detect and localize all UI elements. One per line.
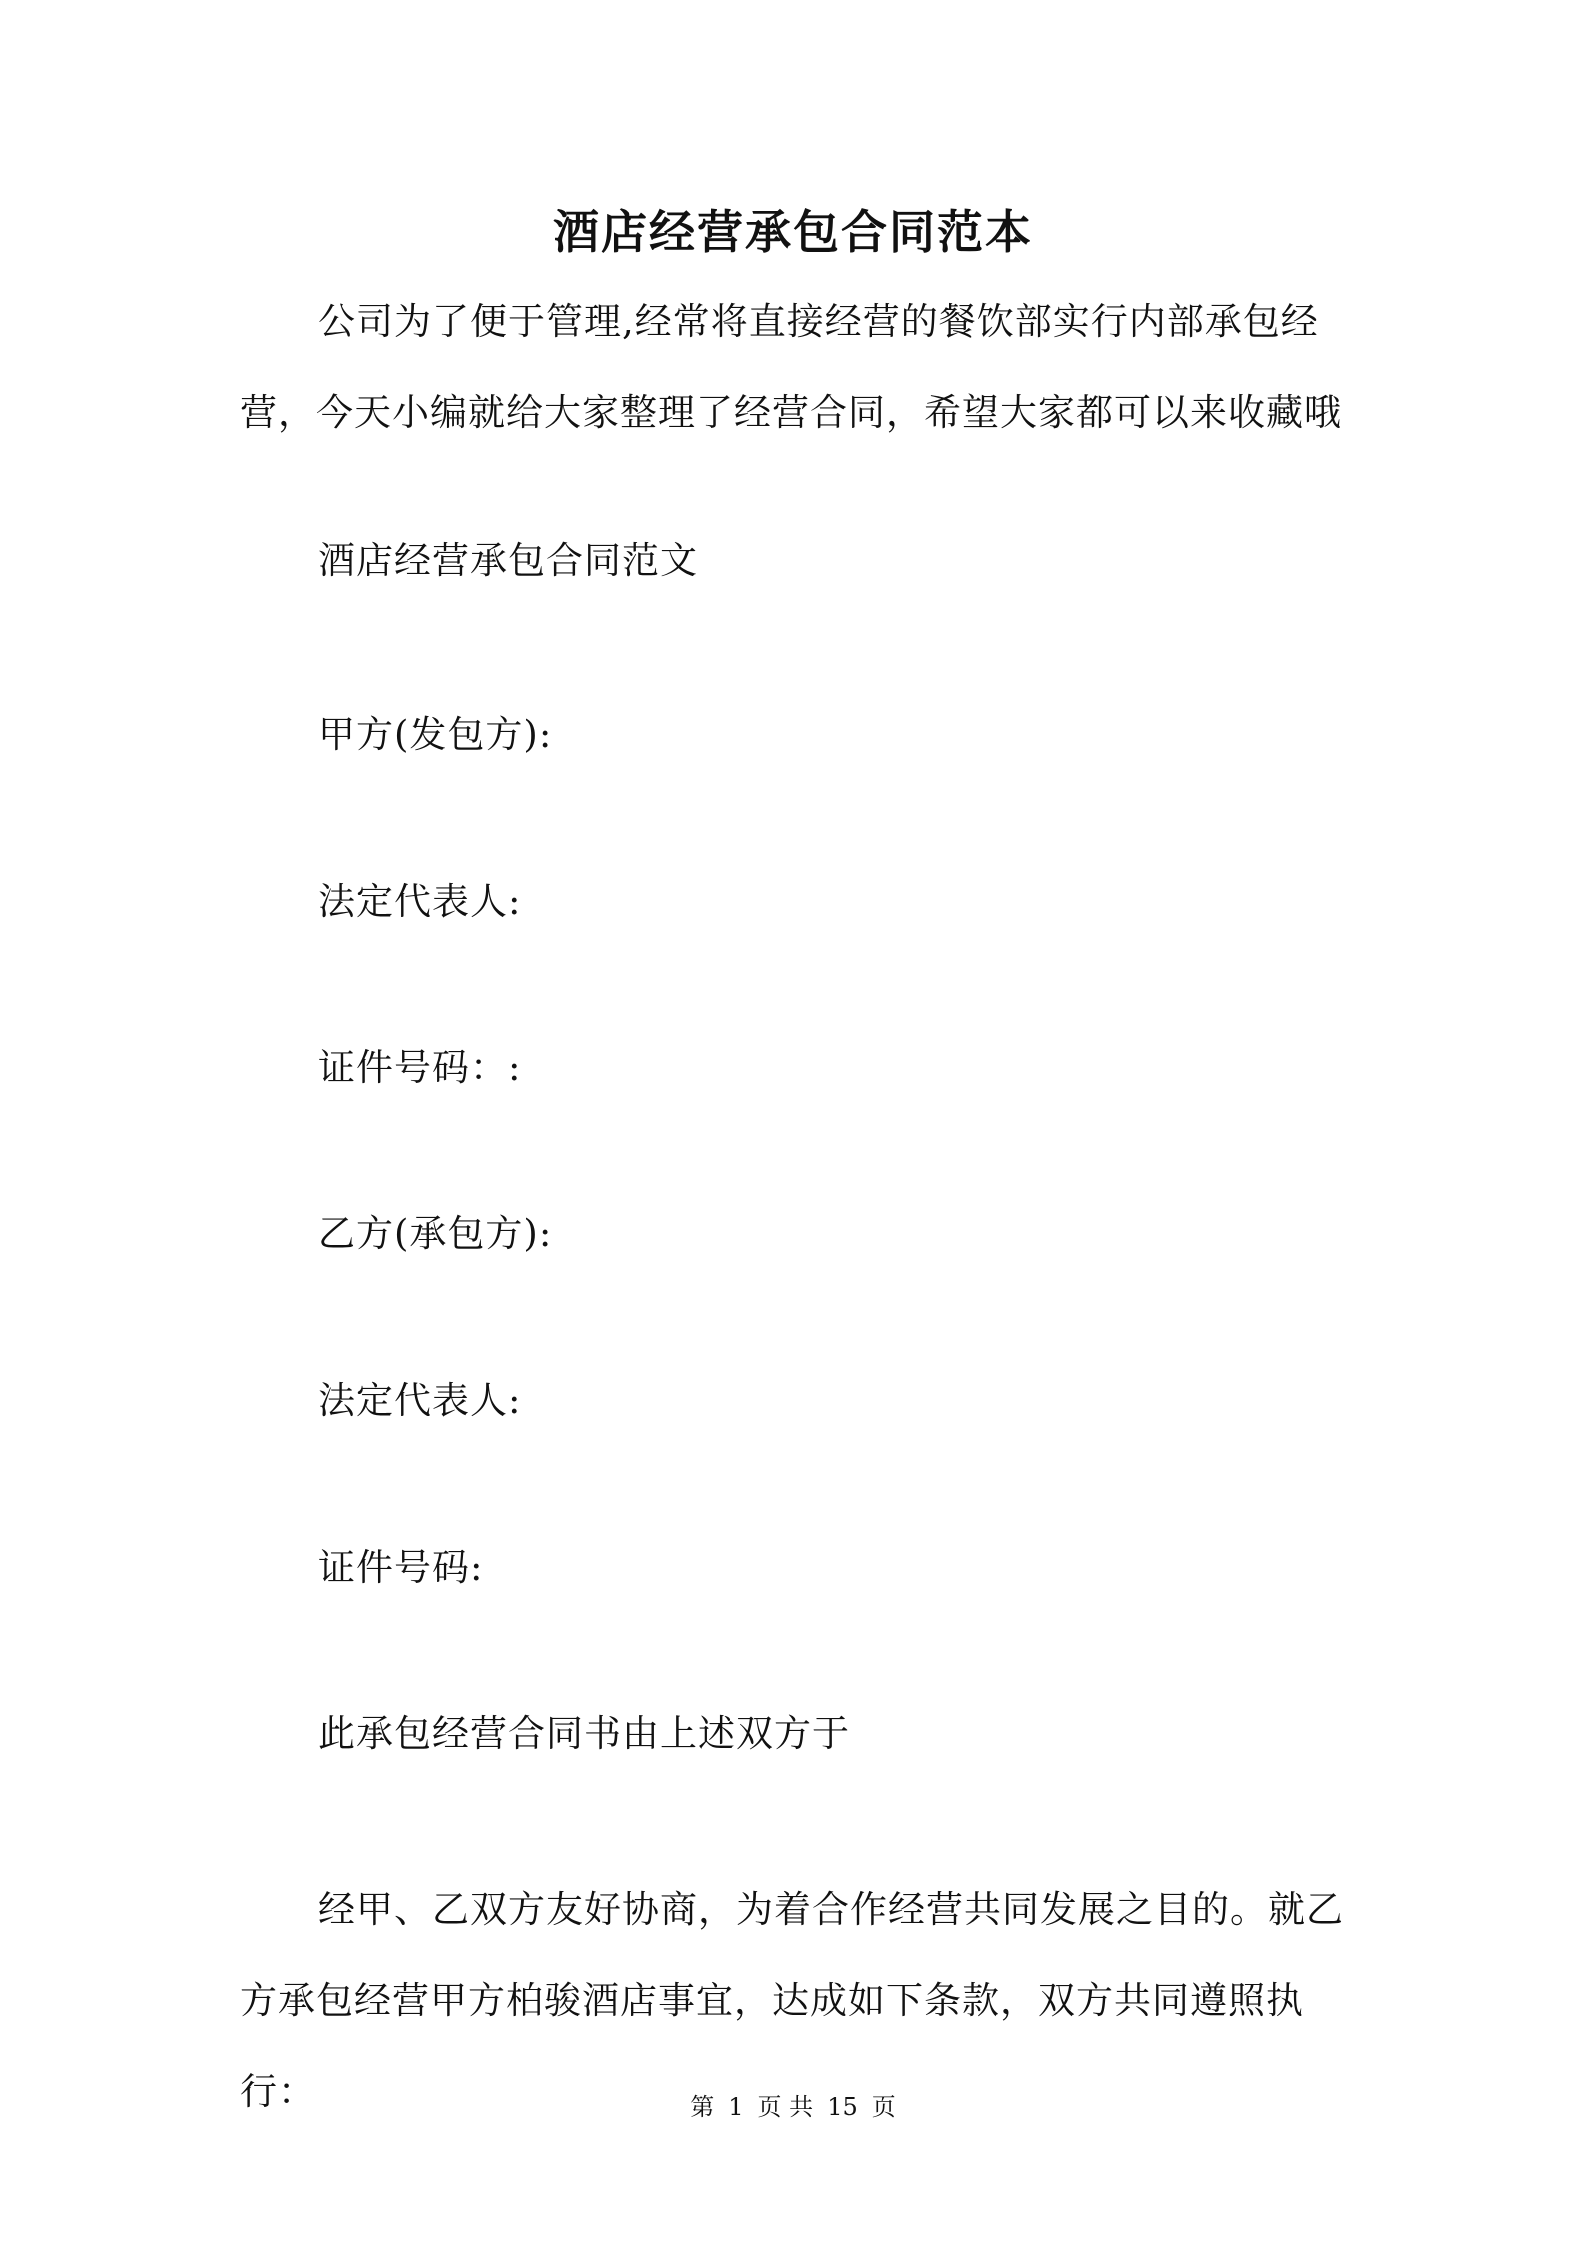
party-a-representative-label: 法定代表人:: [318, 880, 522, 923]
footer-prefix: 第: [690, 2093, 715, 2121]
contract-heading: 酒店经营承包合同范文: [318, 539, 698, 582]
party-a-id-label: 证件号码：:: [318, 1046, 522, 1089]
party-b-label: 乙方(承包方):: [318, 1212, 553, 1255]
party-a-label: 甲方(发包方):: [318, 713, 553, 756]
intro-paragraph: 公司为了便于管理,经常将直接经营的餐饮部实行内部承包经营，今天小编就给大家整理了经营合同，希望大家都可以来收藏哦: [240, 300, 1342, 434]
footer-current-page: 1: [728, 2093, 744, 2121]
footer-suffix: 页: [871, 2093, 896, 2121]
contract-statement: 此承包经营合同书由上述双方于: [318, 1712, 850, 1755]
page-footer: [0, 2090, 1586, 2124]
footer-middle: 页 共: [757, 2093, 814, 2121]
agreement-paragraph: 经甲、乙双方友好协商，为着合作经营共同发展之目的。就乙方承包经营甲方柏骏酒店事宜，达成如下条款，双方共同遵照执行：: [240, 1888, 1344, 2113]
party-b-id-label: 证件号码:: [318, 1546, 484, 1589]
footer-total-pages: 15: [827, 2093, 858, 2121]
document-title: 酒店经营承包合同范本: [553, 205, 1033, 259]
party-b-representative-label: 法定代表人:: [318, 1379, 522, 1422]
